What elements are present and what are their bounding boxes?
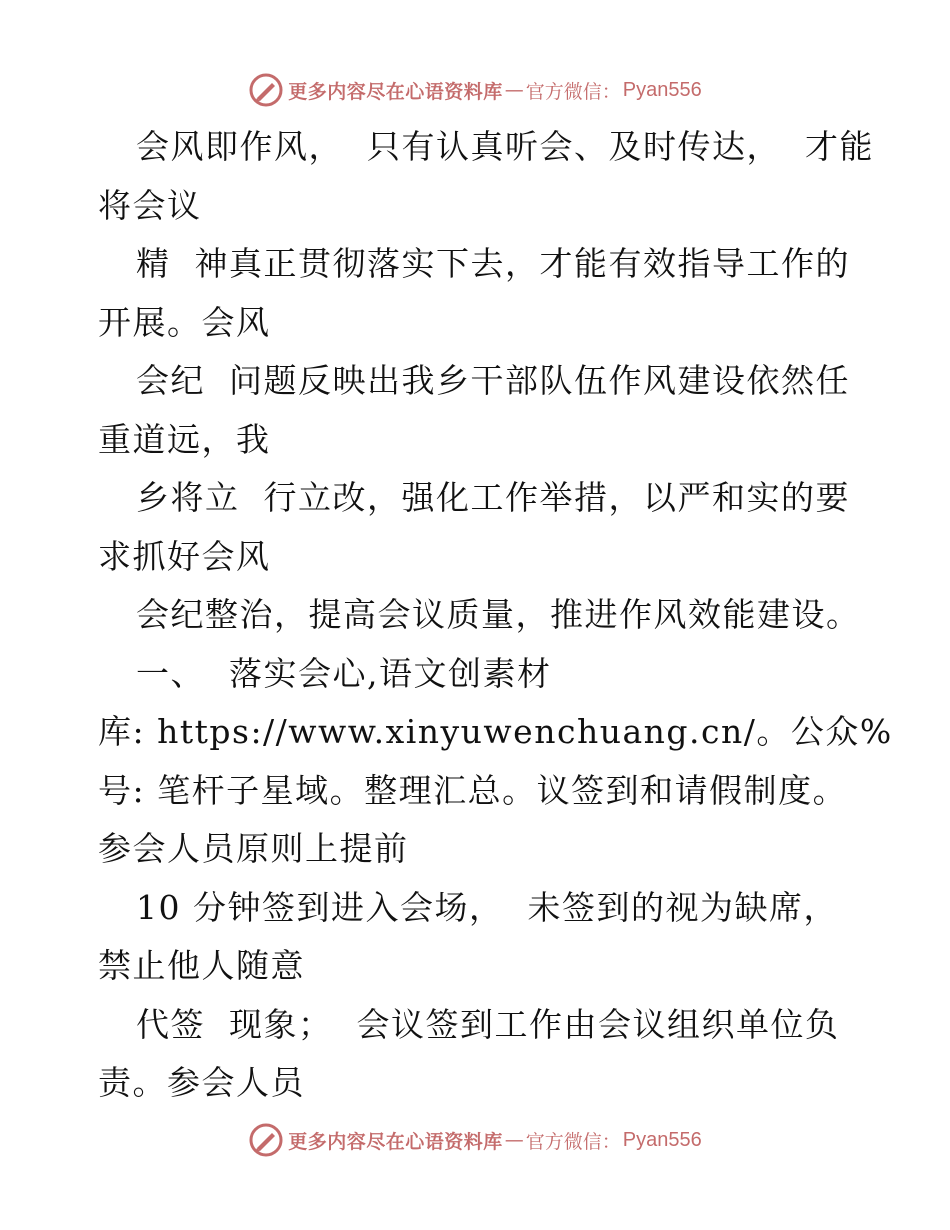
banner-wechat-id: Pyan556 [622, 78, 702, 101]
paragraph-line: 10 分钟签到进入会场， 未签到的视为缺席， [136, 887, 838, 927]
paragraph-line: 库: https://www.xinyuwenchuang.cn/。公众% [98, 712, 893, 751]
paragraph-line: 将会议 [98, 185, 202, 225]
paragraph-line: 开展。会风 [98, 302, 271, 342]
banner-separator: — [504, 79, 524, 101]
paragraph-line: 一、 落实会心,语文创素材 [136, 653, 552, 693]
footer-watermark-banner [0, 1120, 950, 1160]
paragraph-line: 会纪 问题反映出我乡干部队伍作风建设依然任 [136, 361, 850, 400]
paragraph-line: 乡将立 行立改，强化工作举措，以严和实的要 [136, 478, 850, 517]
paragraph-line: 禁止他人随意 [98, 946, 305, 985]
banner-wechat-label: 官方微信： [525, 80, 621, 103]
paragraph-line: 会纪整治，提高会议质量，推进作风效能建设。 [136, 595, 861, 634]
paragraph-line: 号: 笔杆子星域。整理汇总。议签到和请假制度。 [98, 770, 848, 810]
paragraph-line: 重道远，我 [98, 419, 271, 459]
banner-wechat-id: Pyan556 [622, 1128, 702, 1151]
pen-logo-icon [248, 1122, 284, 1158]
paragraph-line: 责。参会人员 [98, 1063, 305, 1102]
paragraph-line: 代签 现象； 会议签到工作由会议组织单位负 [136, 1004, 840, 1044]
paragraph-line: 精 神真正贯彻落实下去，才能有效指导工作的 [136, 244, 850, 283]
paragraph-line: 求抓好会风 [98, 536, 271, 576]
banner-separator: — [504, 1129, 524, 1151]
banner-text: 更多内容尽在心语资料库 [288, 1130, 503, 1153]
pen-logo-icon [248, 72, 284, 108]
paragraph-line: 参会人员原则上提前 [98, 829, 409, 868]
banner-wechat-label: 官方微信： [525, 1130, 621, 1153]
document-body [98, 118, 893, 1113]
header-watermark-banner [0, 70, 950, 110]
paragraph-line: 会风即作风， 只有认真听会、及时传达， 才能 [136, 127, 874, 166]
banner-text: 更多内容尽在心语资料库 [288, 80, 503, 103]
